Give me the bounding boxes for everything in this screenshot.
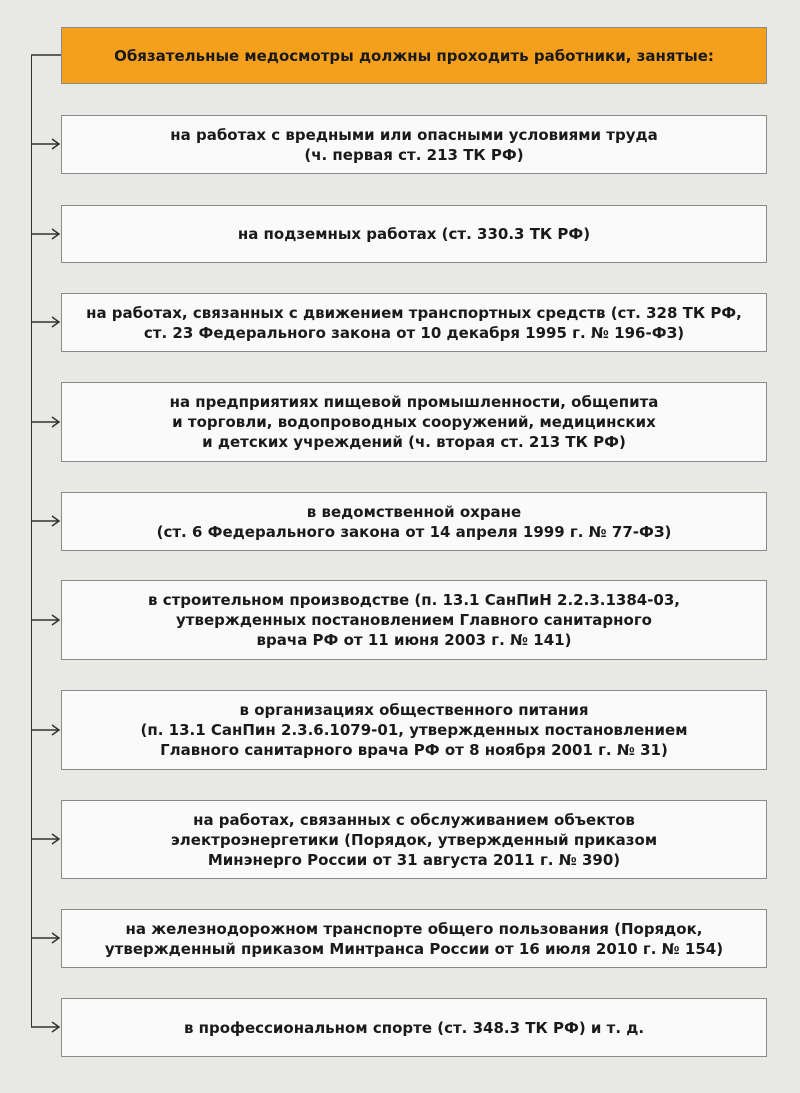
arrow-icon — [31, 833, 61, 845]
arrow-icon — [31, 138, 61, 150]
category-box: на работах, связанных с движением транспортных средств (ст. 328 ТК РФ, ст. 23 Федерального закона от 10 декабря 1995 г. № 196-ФЗ) — [61, 293, 767, 352]
arrow-icon — [31, 1021, 61, 1033]
arrow-icon — [31, 932, 61, 944]
arrow-icon — [31, 515, 61, 527]
category-box: на подземных работах (ст. 330.3 ТК РФ) — [61, 205, 767, 263]
arrow-icon — [31, 228, 61, 240]
category-box: на работах, связанных с обслуживанием объектов электроэнергетики (Порядок, утвержденный приказом Минэнерго России от 31 августа 2011 г. № 390) — [61, 800, 767, 879]
diagram-header: Обязательные медосмотры должны проходить работники, занятые: — [61, 27, 767, 84]
arrow-icon — [31, 316, 61, 328]
category-box: на работах с вредными или опасными условиями труда (ч. первая ст. 213 ТК РФ) — [61, 115, 767, 174]
category-box: на предприятиях пищевой промышленности, общепита и торговли, водопроводных сооружений, медицинских и детских учреждений (ч. вторая ст. 213 ТК РФ) — [61, 382, 767, 462]
category-box: в организациях общественного питания (п. 13.1 СанПин 2.3.6.1079-01, утвержденных постановлением Главного санитарного врача РФ от 8 ноября 2001 г. № 31) — [61, 690, 767, 770]
category-box: на железнодорожном транспорте общего пользования (Порядок, утвержденный приказом Минтранса России от 16 июля 2010 г. № 154) — [61, 909, 767, 968]
arrow-icon — [31, 724, 61, 736]
connector-line — [31, 55, 32, 1027]
category-box: в ведомственной охране (ст. 6 Федерального закона от 14 апреля 1999 г. № 77-ФЗ) — [61, 492, 767, 551]
category-box: в профессиональном спорте (ст. 348.3 ТК РФ) и т. д. — [61, 998, 767, 1057]
category-box: в строительном производстве (п. 13.1 СанПиН 2.2.3.1384-03, утвержденных постановлением Главного санитарного врача РФ от 11 июня 2003 г. № 141) — [61, 580, 767, 660]
arrow-icon — [31, 416, 61, 428]
arrow-icon — [31, 614, 61, 626]
connector-branch — [31, 49, 61, 61]
